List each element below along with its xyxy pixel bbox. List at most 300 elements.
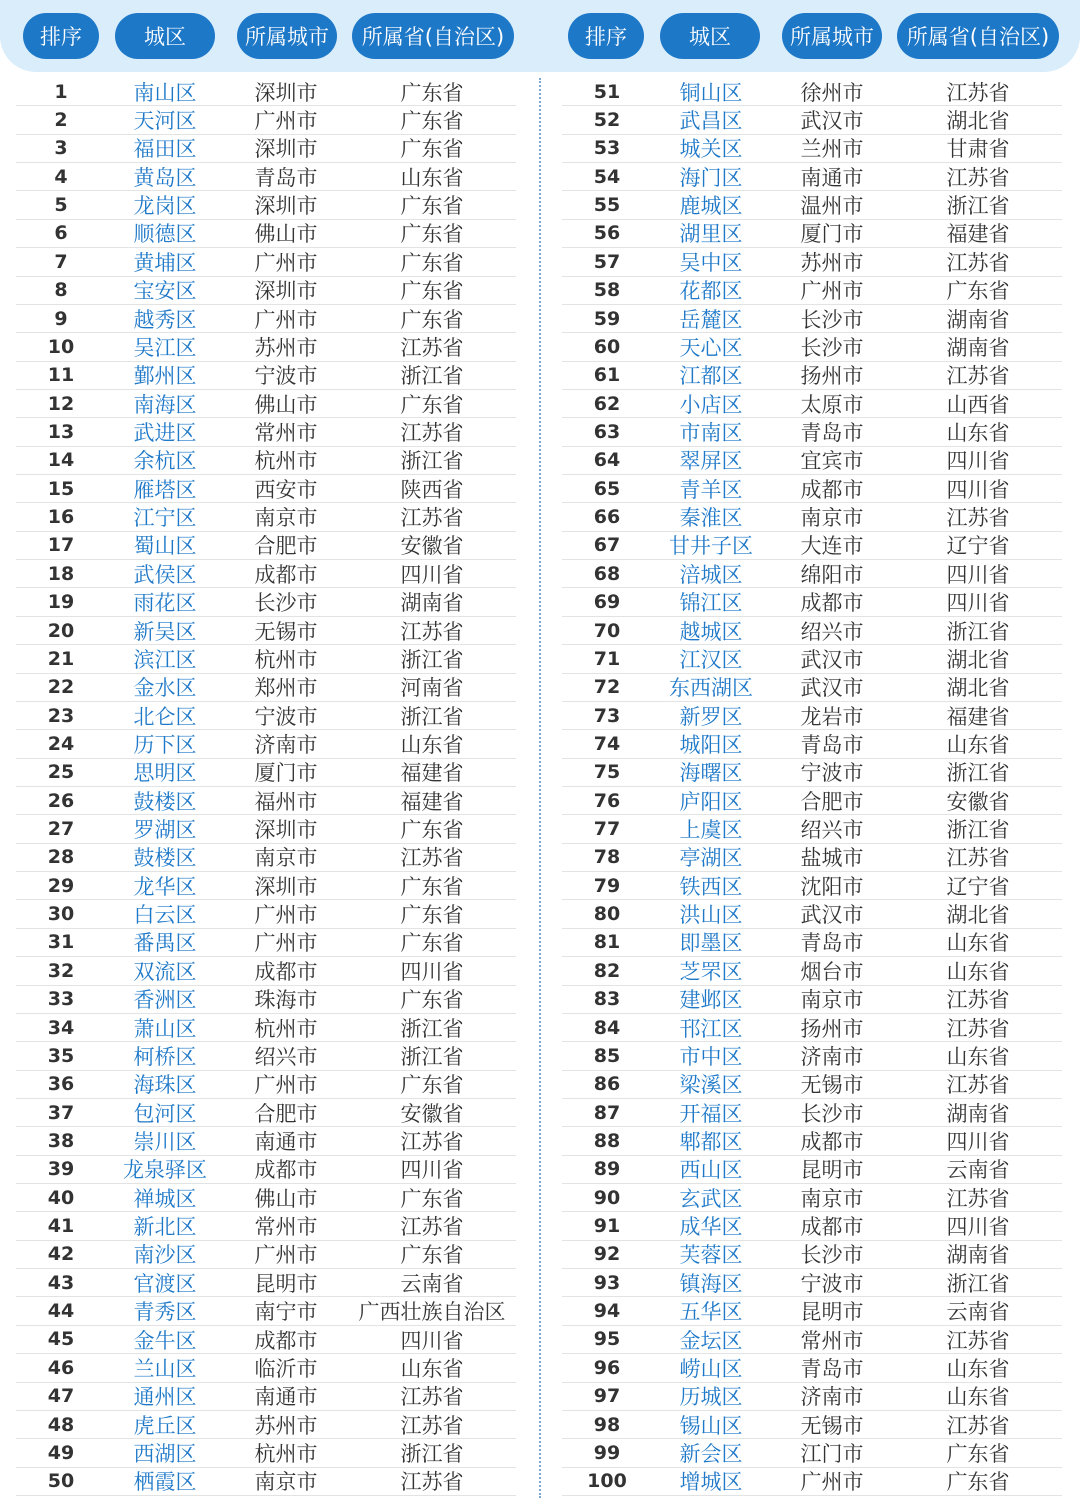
province-cell: 安徽省 <box>400 534 464 559</box>
rank-cell: 50 <box>47 1470 75 1493</box>
district-cell: 北仑区 <box>133 704 197 729</box>
district-cell: 西山区 <box>679 1158 743 1183</box>
rank-cell: 5 <box>54 194 68 217</box>
district-cell: 兰山区 <box>133 1356 197 1381</box>
table-row <box>16 560 516 588</box>
table-row <box>562 305 1062 333</box>
city-cell: 西安市 <box>254 477 318 502</box>
rank-cell: 37 <box>47 1101 75 1124</box>
city-cell: 青岛市 <box>800 421 864 445</box>
table-row <box>16 1439 516 1467</box>
district-cell: 龙华区 <box>133 874 197 899</box>
province-cell: 广东省 <box>400 874 464 899</box>
table-row <box>16 191 516 219</box>
city-cell: 长沙市 <box>800 1101 864 1126</box>
city-cell: 广州市 <box>254 109 318 134</box>
province-cell: 江苏省 <box>946 1016 1010 1041</box>
table-row <box>562 617 1062 645</box>
table-row <box>16 106 516 134</box>
city-cell: 深圳市 <box>254 818 318 843</box>
table-row <box>16 1241 516 1269</box>
table-row <box>16 1354 516 1382</box>
province-cell: 浙江省 <box>946 1271 1010 1296</box>
district-cell: 即墨区 <box>679 931 743 956</box>
province-cell: 福建省 <box>946 222 1010 247</box>
province-cell: 山东省 <box>946 1385 1010 1410</box>
province-cell: 江苏省 <box>946 506 1010 531</box>
city-cell: 武汉市 <box>800 647 864 672</box>
province-cell: 广东省 <box>400 250 464 275</box>
province-cell: 江苏省 <box>400 335 464 360</box>
province-cell: 湖北省 <box>946 676 1010 701</box>
table-row <box>16 1212 516 1240</box>
district-cell: 洪山区 <box>679 903 743 928</box>
district-cell: 五华区 <box>679 1300 743 1325</box>
district-cell: 市南区 <box>679 421 743 445</box>
rank-cell: 3 <box>54 137 68 160</box>
province-cell: 福建省 <box>946 704 1010 729</box>
city-cell: 常州市 <box>254 1215 318 1240</box>
rank-cell: 98 <box>593 1413 621 1436</box>
rank-cell: 29 <box>47 874 75 897</box>
table-row <box>16 1099 516 1127</box>
rank-cell: 26 <box>47 789 75 812</box>
city-cell: 长沙市 <box>254 591 318 616</box>
district-cell: 禅城区 <box>133 1186 197 1211</box>
province-cell: 浙江省 <box>400 1441 464 1466</box>
table-row <box>562 1156 1062 1184</box>
province-cell: 四川省 <box>400 1158 464 1183</box>
district-cell: 金牛区 <box>133 1328 197 1353</box>
province-cell: 山东省 <box>400 732 464 757</box>
table-row <box>562 1354 1062 1382</box>
district-cell: 梁溪区 <box>679 1073 743 1098</box>
table-row <box>16 475 516 503</box>
table-row <box>562 1411 1062 1439</box>
rank-cell: 7 <box>54 250 68 273</box>
city-cell: 长沙市 <box>800 335 864 360</box>
district-cell: 芝罘区 <box>679 959 743 984</box>
table-row <box>16 1468 516 1496</box>
rank-cell: 71 <box>593 647 621 670</box>
city-cell: 温州市 <box>800 194 864 219</box>
city-cell: 苏州市 <box>254 335 318 360</box>
district-cell: 越城区 <box>679 619 743 644</box>
district-cell: 江宁区 <box>133 506 197 531</box>
table-row <box>16 1383 516 1411</box>
city-cell: 大连市 <box>800 534 864 559</box>
rank-cell: 6 <box>54 222 68 245</box>
city-cell: 宁波市 <box>254 704 318 729</box>
rank-cell: 20 <box>47 619 75 642</box>
table-row <box>562 333 1062 361</box>
city-cell: 南京市 <box>254 846 318 871</box>
table-row <box>562 702 1062 730</box>
province-cell: 广东省 <box>400 818 464 843</box>
district-cell: 亭湖区 <box>679 846 743 871</box>
district-cell: 天河区 <box>133 109 197 134</box>
province-cell: 四川省 <box>946 449 1010 474</box>
district-cell: 福田区 <box>133 137 197 162</box>
city-cell: 广州市 <box>800 279 864 304</box>
province-cell: 辽宁省 <box>946 534 1010 559</box>
province-cell: 江苏省 <box>946 1328 1010 1353</box>
province-cell: 江苏省 <box>400 421 464 445</box>
province-cell: 广东省 <box>400 222 464 247</box>
header-district: 城区 <box>660 13 760 59</box>
rank-cell: 99 <box>593 1441 621 1464</box>
province-cell: 四川省 <box>946 562 1010 587</box>
rank-cell: 84 <box>593 1016 621 1039</box>
city-cell: 深圳市 <box>254 279 318 304</box>
table-row <box>16 645 516 673</box>
province-cell: 江苏省 <box>946 1186 1010 1211</box>
rank-cell: 46 <box>47 1356 75 1379</box>
city-cell: 深圳市 <box>254 874 318 899</box>
province-cell: 江苏省 <box>946 250 1010 275</box>
city-cell: 济南市 <box>254 732 318 757</box>
city-cell: 盐城市 <box>800 846 864 871</box>
district-cell: 成华区 <box>679 1215 743 1240</box>
rank-cell: 51 <box>593 80 621 103</box>
rank-cell: 75 <box>593 761 621 784</box>
province-cell: 江苏省 <box>400 1470 464 1495</box>
province-cell: 安徽省 <box>400 1101 464 1126</box>
rank-cell: 82 <box>593 959 621 982</box>
table-row <box>562 957 1062 985</box>
table-row <box>562 163 1062 191</box>
city-cell: 宁波市 <box>800 761 864 786</box>
city-cell: 南通市 <box>254 1385 318 1410</box>
rank-cell: 60 <box>593 335 621 358</box>
province-cell: 广东省 <box>400 903 464 928</box>
rank-cell: 69 <box>593 591 621 614</box>
district-cell: 鼓楼区 <box>133 846 197 871</box>
province-cell: 广东省 <box>400 931 464 956</box>
province-cell: 甘肃省 <box>946 137 1010 162</box>
province-cell: 广东省 <box>400 1243 464 1268</box>
district-cell: 青秀区 <box>133 1300 197 1325</box>
rank-cell: 31 <box>47 931 75 954</box>
table-row <box>562 106 1062 134</box>
province-cell: 山东省 <box>400 1356 464 1381</box>
district-cell: 秦淮区 <box>679 506 743 531</box>
rank-cell: 12 <box>47 392 75 415</box>
rank-cell: 36 <box>47 1073 75 1096</box>
city-cell: 合肥市 <box>254 1101 318 1126</box>
district-cell: 庐阳区 <box>679 789 743 814</box>
city-cell: 兰州市 <box>800 137 864 162</box>
district-cell: 花都区 <box>679 279 743 304</box>
rank-cell: 92 <box>593 1243 621 1266</box>
province-cell: 广东省 <box>946 1441 1010 1466</box>
city-cell: 武汉市 <box>800 109 864 134</box>
rank-cell: 68 <box>593 562 621 585</box>
city-cell: 广州市 <box>254 1243 318 1268</box>
city-cell: 杭州市 <box>254 449 318 474</box>
district-cell: 龙岗区 <box>133 194 197 219</box>
rank-cell: 59 <box>593 307 621 330</box>
district-cell: 鹿城区 <box>679 194 743 219</box>
table-row <box>16 815 516 843</box>
city-cell: 徐州市 <box>800 80 864 105</box>
table-row <box>562 844 1062 872</box>
table-row <box>16 1326 516 1354</box>
district-cell: 栖霞区 <box>133 1470 197 1495</box>
rank-cell: 74 <box>593 732 621 755</box>
district-cell: 滨江区 <box>133 647 197 672</box>
district-cell: 镇海区 <box>679 1271 743 1296</box>
province-cell: 安徽省 <box>946 789 1010 814</box>
district-cell: 双流区 <box>133 959 197 984</box>
rank-cell: 53 <box>593 137 621 160</box>
table-row <box>16 957 516 985</box>
table-row <box>16 929 516 957</box>
province-cell: 广东省 <box>400 392 464 417</box>
district-cell: 武侯区 <box>133 562 197 587</box>
district-cell: 青羊区 <box>679 477 743 502</box>
table-row <box>16 702 516 730</box>
city-cell: 烟台市 <box>800 959 864 984</box>
rank-cell: 89 <box>593 1158 621 1181</box>
rank-cell: 21 <box>47 647 75 670</box>
rank-cell: 78 <box>593 846 621 869</box>
ranking-table-left <box>16 78 516 1496</box>
rank-cell: 27 <box>47 818 75 841</box>
table-row <box>16 503 516 531</box>
city-cell: 太原市 <box>800 392 864 417</box>
city-cell: 临沂市 <box>254 1356 318 1381</box>
rank-cell: 42 <box>47 1243 75 1266</box>
table-row <box>16 588 516 616</box>
table-row <box>16 248 516 276</box>
table-row <box>16 333 516 361</box>
city-cell: 扬州市 <box>800 1016 864 1041</box>
province-cell: 四川省 <box>946 1129 1010 1154</box>
city-cell: 南京市 <box>800 1186 864 1211</box>
rank-cell: 39 <box>47 1158 75 1181</box>
district-cell: 龙泉驿区 <box>123 1158 207 1183</box>
province-cell: 四川省 <box>946 591 1010 616</box>
table-row <box>16 730 516 758</box>
rank-cell: 93 <box>593 1271 621 1294</box>
table-row <box>562 1383 1062 1411</box>
district-cell: 黄岛区 <box>133 165 197 190</box>
district-cell: 崇川区 <box>133 1129 197 1154</box>
city-cell: 成都市 <box>254 562 318 587</box>
city-cell: 合肥市 <box>800 789 864 814</box>
rank-cell: 2 <box>54 109 68 132</box>
rank-cell: 33 <box>47 988 75 1011</box>
table-row <box>562 78 1062 106</box>
province-cell: 山东省 <box>946 1356 1010 1381</box>
district-cell: 海门区 <box>679 165 743 190</box>
province-cell: 江苏省 <box>400 1129 464 1154</box>
province-cell: 浙江省 <box>946 619 1010 644</box>
district-cell: 鄞州区 <box>133 364 197 389</box>
table-row <box>16 1184 516 1212</box>
city-cell: 珠海市 <box>254 988 318 1013</box>
table-row <box>16 986 516 1014</box>
city-cell: 杭州市 <box>254 1016 318 1041</box>
province-cell: 陕西省 <box>400 477 464 502</box>
table-row <box>562 1439 1062 1467</box>
table-row <box>562 872 1062 900</box>
city-cell: 深圳市 <box>254 137 318 162</box>
province-cell: 江苏省 <box>400 1215 464 1240</box>
rank-cell: 25 <box>47 761 75 784</box>
table-row <box>562 1099 1062 1127</box>
province-cell: 江苏省 <box>400 619 464 644</box>
province-cell: 山东省 <box>946 959 1010 984</box>
district-cell: 武昌区 <box>679 109 743 134</box>
table-row <box>16 277 516 305</box>
district-cell: 城阳区 <box>679 732 743 757</box>
table-row <box>562 815 1062 843</box>
rank-cell: 72 <box>593 676 621 699</box>
rank-cell: 44 <box>47 1300 75 1323</box>
column-divider <box>539 78 541 1498</box>
rank-cell: 97 <box>593 1385 621 1408</box>
district-cell: 开福区 <box>679 1101 743 1126</box>
city-cell: 济南市 <box>800 1044 864 1069</box>
province-cell: 广东省 <box>400 1186 464 1211</box>
rank-cell: 95 <box>593 1328 621 1351</box>
rank-cell: 57 <box>593 250 621 273</box>
city-cell: 杭州市 <box>254 1441 318 1466</box>
header-rank: 排序 <box>568 13 644 59</box>
header-right <box>545 13 1080 59</box>
rank-cell: 41 <box>47 1215 75 1238</box>
table-row <box>562 759 1062 787</box>
rank-cell: 14 <box>47 449 75 472</box>
table-row <box>562 1269 1062 1297</box>
rank-cell: 45 <box>47 1328 75 1351</box>
rank-cell: 91 <box>593 1215 621 1238</box>
city-cell: 合肥市 <box>254 534 318 559</box>
table-row <box>16 362 516 390</box>
city-cell: 广州市 <box>254 903 318 928</box>
province-cell: 湖南省 <box>946 1243 1010 1268</box>
rank-cell: 28 <box>47 846 75 869</box>
city-cell: 无锡市 <box>800 1413 864 1438</box>
district-cell: 翠屏区 <box>679 449 743 474</box>
city-cell: 南通市 <box>254 1129 318 1154</box>
district-cell: 增城区 <box>679 1470 743 1495</box>
rank-cell: 66 <box>593 506 621 529</box>
rank-cell: 8 <box>54 279 68 302</box>
district-cell: 岳麓区 <box>679 307 743 332</box>
city-cell: 青岛市 <box>800 1356 864 1381</box>
district-cell: 鼓楼区 <box>133 789 197 814</box>
district-cell: 包河区 <box>133 1101 197 1126</box>
rank-cell: 73 <box>593 704 621 727</box>
province-cell: 广东省 <box>400 194 464 219</box>
province-cell: 福建省 <box>400 761 464 786</box>
header-province: 所属省(自治区) <box>352 13 514 59</box>
city-cell: 昆明市 <box>800 1300 864 1325</box>
city-cell: 绍兴市 <box>254 1044 318 1069</box>
table-row <box>16 305 516 333</box>
table-row <box>562 929 1062 957</box>
province-cell: 广东省 <box>400 137 464 162</box>
city-cell: 成都市 <box>254 1158 318 1183</box>
table-row <box>16 135 516 163</box>
table-row <box>562 560 1062 588</box>
table-row <box>562 730 1062 758</box>
district-cell: 萧山区 <box>133 1016 197 1041</box>
city-cell: 南通市 <box>800 165 864 190</box>
rank-cell: 77 <box>593 818 621 841</box>
city-cell: 无锡市 <box>800 1073 864 1098</box>
table-row <box>562 135 1062 163</box>
rank-cell: 90 <box>593 1186 621 1209</box>
district-cell: 白云区 <box>133 903 197 928</box>
header-province: 所属省(自治区) <box>897 13 1059 59</box>
city-cell: 佛山市 <box>254 222 318 247</box>
rank-cell: 16 <box>47 506 75 529</box>
rank-cell: 32 <box>47 959 75 982</box>
province-cell: 广西壮族自治区 <box>358 1300 506 1325</box>
district-cell: 蜀山区 <box>133 534 197 559</box>
district-cell: 邗江区 <box>679 1016 743 1041</box>
district-cell: 锦江区 <box>679 591 743 616</box>
district-cell: 历城区 <box>679 1385 743 1410</box>
district-cell: 武进区 <box>133 421 197 445</box>
rank-cell: 35 <box>47 1044 75 1067</box>
rank-cell: 88 <box>593 1129 621 1152</box>
table-row <box>16 1156 516 1184</box>
district-cell: 虎丘区 <box>133 1413 197 1438</box>
city-cell: 成都市 <box>800 591 864 616</box>
table-row <box>562 220 1062 248</box>
district-cell: 江汉区 <box>679 647 743 672</box>
rank-cell: 11 <box>47 364 75 387</box>
province-cell: 辽宁省 <box>946 874 1010 899</box>
table-row <box>16 787 516 815</box>
city-cell: 成都市 <box>254 959 318 984</box>
province-cell: 江苏省 <box>400 1385 464 1410</box>
city-cell: 佛山市 <box>254 1186 318 1211</box>
province-cell: 浙江省 <box>400 364 464 389</box>
table-row <box>562 248 1062 276</box>
rank-cell: 9 <box>54 307 68 330</box>
rank-cell: 96 <box>593 1356 621 1379</box>
province-cell: 江苏省 <box>400 846 464 871</box>
city-cell: 青岛市 <box>800 931 864 956</box>
district-cell: 通州区 <box>133 1385 197 1410</box>
city-cell: 昆明市 <box>800 1158 864 1183</box>
rank-cell: 15 <box>47 477 75 500</box>
province-cell: 江苏省 <box>946 988 1010 1013</box>
district-cell: 南山区 <box>133 80 197 105</box>
table-row <box>562 787 1062 815</box>
table-row <box>16 1014 516 1042</box>
district-cell: 东西湖区 <box>669 676 753 701</box>
province-cell: 广东省 <box>400 988 464 1013</box>
province-cell: 湖南省 <box>946 1101 1010 1126</box>
district-cell: 小店区 <box>679 392 743 417</box>
rank-cell: 65 <box>593 477 621 500</box>
rank-cell: 70 <box>593 619 621 642</box>
province-cell: 广东省 <box>400 1073 464 1098</box>
city-cell: 广州市 <box>800 1470 864 1495</box>
table-row <box>16 78 516 106</box>
rank-cell: 38 <box>47 1129 75 1152</box>
district-cell: 柯桥区 <box>133 1044 197 1069</box>
district-cell: 甘井子区 <box>669 534 753 559</box>
table-row <box>16 1297 516 1325</box>
